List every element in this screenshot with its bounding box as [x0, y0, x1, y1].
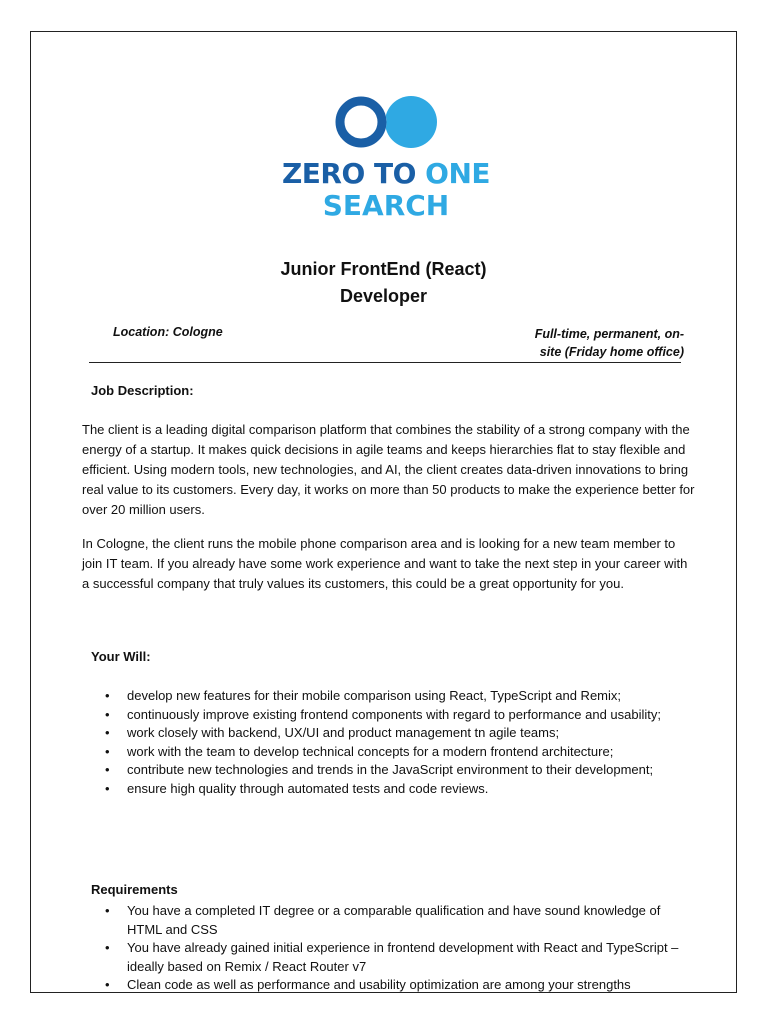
- list-item: • work closely with backend, UX/UI and product management tn agile teams;: [105, 725, 560, 740]
- job-description-heading: Job Description:: [91, 383, 194, 398]
- logo-rings-icon: [331, 96, 441, 148]
- employment-type: Full-time, permanent, on- site (Friday home office): [534, 327, 684, 359]
- job-title: Junior FrontEnd (React) Developer: [280, 259, 487, 306]
- document-page: [30, 31, 737, 993]
- logo-wordmark-line2: SEARCH: [322, 189, 450, 222]
- list-item: • You have a completed IT degree or a comparable qualification and have sound knowledge of HTML and CSS: [105, 903, 661, 937]
- list-item: • work with the team to develop technical concepts for a modern frontend architecture;: [105, 743, 614, 759]
- your-will-list: [91, 687, 691, 798]
- your-will-heading: Your Will:: [91, 649, 151, 664]
- requirements-list: [91, 902, 691, 993]
- job-location: Location: Cologne: [113, 325, 223, 339]
- list-item: • continuously improve existing frontend components with regard to performance and usability;: [105, 706, 662, 722]
- description-paragraph-2: In Cologne, the client runs the mobile phone comparison area and is looking for a new team member to join IT team. If you already have some work experience and want to take the next step in your career with a successful company that truly values its customers, this could be a great opportunity for you.: [82, 536, 688, 591]
- company-logo: [281, 94, 491, 229]
- list-item: • develop new features for their mobile comparison using React, TypeScript and Remix;: [105, 688, 622, 703]
- divider: [89, 362, 681, 363]
- logo-wordmark-line1: ZERO TO ONE: [281, 157, 491, 190]
- description-paragraph-1: The client is a leading digital comparison platform that combines the stability of a strong company with the energy of a startup. It makes quick decisions in agile teams and keeps hierarchies flat to stay flexible and efficient. Using modern tools, new technologies, and AI, the client creates data-driven innovations to bring real value to its customers. Every day, it works on more than 50 products to make the experience better for over 20 million users.: [82, 422, 695, 517]
- list-item: • ensure high quality through automated tests and code reviews.: [105, 780, 489, 796]
- requirements-heading: Requirements: [91, 882, 178, 897]
- list-item: • Clean code as well as performance and usability optimization are among your strengths: [105, 977, 631, 992]
- list-item: • You have already gained initial experience in frontend development with React and TypeScript – ideally based on Remix / React Router v7: [105, 940, 679, 974]
- list-item: • contribute new technologies and trends in the JavaScript environment to their development;: [105, 762, 654, 777]
